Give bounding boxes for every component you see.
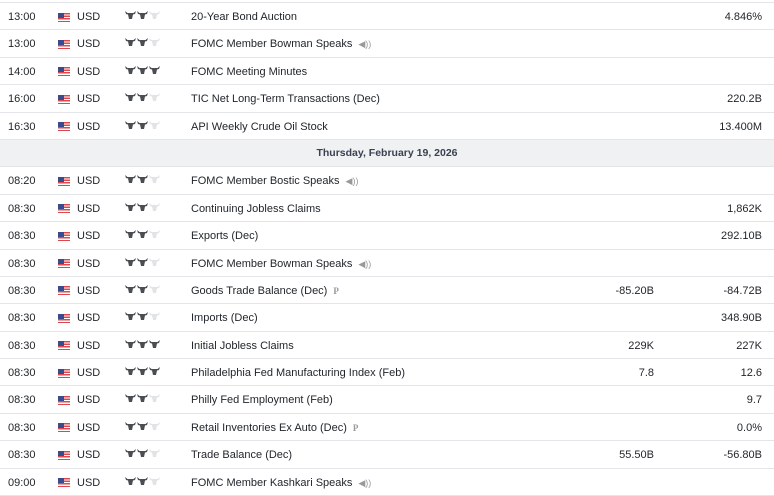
currency: USD (77, 476, 101, 489)
importance-rating (125, 229, 161, 242)
importance-bull-icon (137, 92, 148, 102)
importance-bull-icon (125, 393, 136, 403)
us-flag-icon (58, 122, 70, 131)
speech-megaphone-icon: ◀)) (358, 39, 372, 50)
importance-rating (125, 120, 161, 133)
importance-bull-icon (137, 393, 148, 403)
importance-bull-icon (125, 229, 136, 239)
currency: USD (77, 120, 101, 133)
currency: USD (77, 38, 101, 51)
previous-value: 12.6 (740, 367, 762, 380)
currency: USD (77, 312, 101, 325)
us-flag-icon (58, 95, 70, 104)
importance-bull-icon (125, 257, 136, 267)
us-flag-icon (58, 177, 70, 186)
importance-bull-icon (125, 448, 136, 458)
importance-bull-icon (125, 174, 136, 184)
preliminary-badge: P (333, 285, 339, 296)
importance-rating (125, 202, 161, 215)
importance-bull-icon (149, 202, 160, 212)
event-name[interactable] (191, 312, 258, 324)
us-flag-icon (58, 232, 70, 241)
currency: USD (77, 230, 101, 243)
forecast-value: 7.8 (638, 367, 654, 380)
importance-rating (125, 174, 161, 187)
event-time: 08:30 (8, 230, 36, 243)
importance-rating (125, 284, 161, 297)
event-name[interactable] (191, 121, 328, 133)
previous-value: 227K (736, 339, 762, 352)
importance-rating (125, 92, 161, 105)
event-row[interactable] (0, 304, 774, 331)
event-row[interactable] (0, 277, 774, 304)
event-row[interactable] (0, 3, 774, 30)
currency: USD (77, 421, 101, 434)
importance-bull-icon (137, 229, 148, 239)
importance-bull-icon (149, 366, 160, 376)
importance-bull-icon (149, 65, 160, 75)
importance-bull-icon (137, 284, 148, 294)
us-flag-icon (58, 478, 70, 487)
event-time: 08:30 (8, 449, 36, 462)
importance-bull-icon (137, 120, 148, 130)
forecast-value: 55.50B (619, 449, 654, 462)
event-name[interactable] (191, 477, 371, 489)
importance-bull-icon (149, 37, 160, 47)
us-flag-icon (58, 314, 70, 323)
importance-bull-icon (137, 339, 148, 349)
event-name[interactable] (191, 175, 358, 187)
importance-bull-icon (149, 393, 160, 403)
event-title: Goods Trade Balance (Dec) (191, 284, 328, 297)
importance-rating (125, 311, 161, 324)
event-row[interactable] (0, 441, 774, 468)
importance-rating (125, 366, 161, 379)
importance-bull-icon (149, 421, 160, 431)
importance-bull-icon (137, 257, 148, 267)
previous-value: -56.80B (723, 449, 762, 462)
event-title: FOMC Meeting Minutes (191, 65, 308, 78)
us-flag-icon (58, 13, 70, 22)
importance-bull-icon (137, 37, 148, 47)
economic-calendar-table (0, 2, 774, 496)
currency: USD (77, 284, 101, 297)
previous-value: 9.7 (746, 394, 762, 407)
currency: USD (77, 394, 101, 407)
event-title: Trade Balance (Dec) (191, 449, 293, 462)
importance-bull-icon (137, 10, 148, 20)
importance-bull-icon (149, 339, 160, 349)
currency: USD (77, 175, 101, 188)
importance-bull-icon (149, 92, 160, 102)
previous-value: 0.0% (736, 421, 762, 434)
event-title: FOMC Member Bostic Speaks (191, 175, 340, 188)
event-title: Initial Jobless Claims (191, 339, 294, 352)
importance-bull-icon (137, 421, 148, 431)
event-time: 08:30 (8, 202, 36, 215)
importance-bull-icon (137, 65, 148, 75)
forecast-value: 229K (628, 339, 654, 352)
us-flag-icon (58, 423, 70, 432)
importance-bull-icon (137, 311, 148, 321)
event-title: TIC Net Long-Term Transactions (Dec) (191, 93, 380, 106)
currency: USD (77, 11, 101, 23)
event-title: Continuing Jobless Claims (191, 202, 321, 215)
importance-bull-icon (149, 229, 160, 239)
currency: USD (77, 202, 101, 215)
event-row[interactable] (0, 469, 774, 496)
event-time: 08:30 (8, 339, 36, 352)
event-time: 08:30 (8, 312, 36, 325)
currency: USD (77, 339, 101, 352)
currency: USD (77, 367, 101, 380)
event-time: 13:00 (8, 11, 36, 23)
event-row[interactable] (0, 85, 774, 112)
event-title: FOMC Member Bowman Speaks (191, 38, 353, 51)
event-name[interactable] (191, 422, 358, 434)
importance-bull-icon (149, 120, 160, 130)
event-name[interactable] (191, 66, 307, 78)
previous-value: 4.846% (724, 11, 762, 23)
event-row[interactable] (0, 250, 774, 277)
event-name[interactable] (191, 203, 321, 215)
importance-bull-icon (137, 476, 148, 486)
importance-bull-icon (125, 202, 136, 212)
event-name[interactable] (191, 449, 292, 461)
importance-bull-icon (125, 366, 136, 376)
event-time: 08:20 (8, 175, 36, 188)
importance-rating (125, 476, 161, 489)
importance-rating (125, 393, 161, 406)
event-name[interactable] (191, 258, 371, 270)
us-flag-icon (58, 451, 70, 460)
importance-bull-icon (137, 366, 148, 376)
event-name[interactable] (191, 230, 258, 242)
importance-rating (125, 421, 161, 434)
event-time: 08:30 (8, 421, 36, 434)
importance-bull-icon (137, 448, 148, 458)
event-time: 08:30 (8, 257, 36, 270)
importance-bull-icon (125, 476, 136, 486)
event-title: Exports (Dec) (191, 230, 259, 243)
event-name[interactable] (191, 93, 380, 105)
importance-bull-icon (137, 174, 148, 184)
event-time: 09:00 (8, 476, 36, 489)
date-header: Thursday, February 19, 2026 (0, 140, 774, 167)
event-title: Philadelphia Fed Manufacturing Index (Feb) (191, 367, 406, 380)
event-row[interactable] (0, 167, 774, 194)
importance-bull-icon (137, 202, 148, 212)
importance-bull-icon (149, 174, 160, 184)
event-name[interactable] (191, 340, 294, 352)
us-flag-icon (58, 396, 70, 405)
event-name[interactable] (191, 285, 339, 297)
importance-rating (125, 37, 161, 50)
us-flag-icon (58, 259, 70, 268)
importance-bull-icon (125, 92, 136, 102)
event-time: 13:00 (8, 38, 36, 51)
event-time: 08:30 (8, 394, 36, 407)
event-title: FOMC Member Kashkari Speaks (191, 476, 353, 489)
importance-bull-icon (125, 339, 136, 349)
previous-value: 1,862K (727, 202, 762, 215)
event-row[interactable] (0, 359, 774, 386)
importance-rating (125, 339, 161, 352)
event-title: API Weekly Crude Oil Stock (191, 120, 328, 133)
event-row[interactable] (0, 58, 774, 85)
event-row[interactable] (0, 332, 774, 359)
event-row[interactable] (0, 195, 774, 222)
us-flag-icon (58, 40, 70, 49)
event-title: FOMC Member Bowman Speaks (191, 257, 353, 270)
importance-bull-icon (149, 284, 160, 294)
importance-bull-icon (125, 421, 136, 431)
event-time: 08:30 (8, 284, 36, 297)
event-title: Imports (Dec) (191, 312, 258, 325)
importance-bull-icon (125, 284, 136, 294)
importance-rating (125, 10, 161, 23)
importance-bull-icon (125, 120, 136, 130)
importance-bull-icon (149, 311, 160, 321)
previous-value: 348.90B (721, 312, 762, 325)
event-name[interactable] (191, 394, 333, 406)
speech-megaphone-icon: ◀)) (358, 258, 372, 269)
event-row[interactable] (0, 414, 774, 441)
importance-rating (125, 448, 161, 461)
previous-value: 13.400M (719, 120, 762, 133)
event-time: 14:00 (8, 65, 36, 78)
event-title: Retail Inventories Ex Auto (Dec) (191, 421, 347, 434)
currency: USD (77, 65, 101, 78)
importance-bull-icon (149, 10, 160, 20)
event-title: Philly Fed Employment (Feb) (191, 394, 333, 407)
event-time: 16:30 (8, 120, 36, 133)
importance-bull-icon (125, 10, 136, 20)
forecast-value: -85.20B (615, 284, 654, 297)
speech-megaphone-icon: ◀)) (345, 176, 359, 187)
event-name[interactable] (191, 38, 371, 50)
event-time: 08:30 (8, 367, 36, 380)
importance-bull-icon (125, 65, 136, 75)
importance-bull-icon (125, 37, 136, 47)
currency: USD (77, 449, 101, 462)
us-flag-icon (58, 369, 70, 378)
event-row[interactable] (0, 30, 774, 57)
previous-value: -84.72B (723, 284, 762, 297)
importance-bull-icon (149, 476, 160, 486)
currency: USD (77, 257, 101, 270)
event-row[interactable] (0, 113, 774, 140)
event-name[interactable] (191, 367, 405, 379)
us-flag-icon (58, 286, 70, 295)
speech-megaphone-icon: ◀)) (358, 477, 372, 488)
event-title: 20-Year Bond Auction (191, 11, 298, 23)
importance-bull-icon (149, 448, 160, 458)
event-row[interactable] (0, 386, 774, 413)
event-name[interactable] (191, 11, 297, 23)
event-time: 16:00 (8, 93, 36, 106)
us-flag-icon (58, 67, 70, 76)
previous-value: 292.10B (721, 230, 762, 243)
previous-value: 220.2B (727, 93, 762, 106)
importance-bull-icon (125, 311, 136, 321)
importance-bull-icon (149, 257, 160, 267)
preliminary-badge: P (352, 422, 359, 433)
event-row[interactable] (0, 222, 774, 249)
importance-rating (125, 257, 161, 270)
us-flag-icon (58, 204, 70, 213)
importance-rating (125, 65, 161, 78)
currency: USD (77, 93, 101, 106)
us-flag-icon (58, 341, 70, 350)
